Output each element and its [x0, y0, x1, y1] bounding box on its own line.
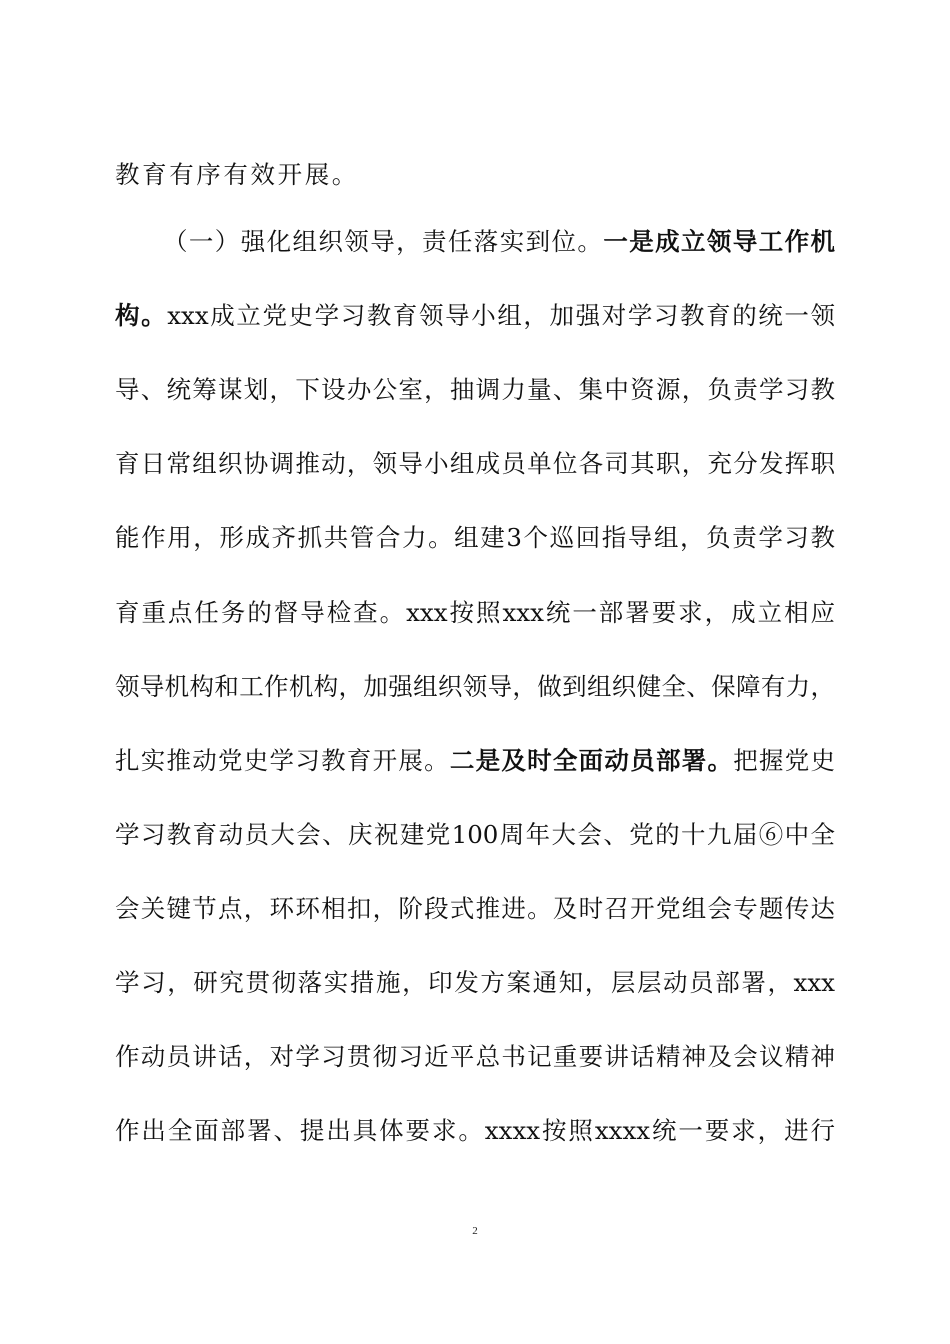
- text-line: [115, 1111, 835, 1151]
- text-segment: 教育有序有效开展。: [115, 160, 359, 189]
- text-line: [163, 222, 835, 262]
- text-line: [115, 593, 835, 633]
- text-line: [115, 155, 835, 195]
- text-line: [115, 963, 835, 1003]
- text-line: [115, 815, 835, 855]
- text-segment: 能作用，形成齐抓共管合力。组建3个巡回指导组，负责学习教: [115, 523, 835, 552]
- text-line: [115, 667, 835, 707]
- text-line: [115, 1037, 835, 1077]
- text-segment: （一）强化组织领导，责任落实到位。: [163, 227, 604, 256]
- bold-text-segment: 二是及时全面动员部署。: [449, 746, 734, 775]
- text-segment: xxx成立党史学习教育领导小组，加强对学习教育的统一领: [167, 301, 836, 330]
- text-segment: 把握党史: [733, 746, 836, 775]
- text-line: [115, 444, 835, 484]
- bold-text-segment: 一是成立领导工作机: [603, 227, 836, 256]
- text-segment: 作动员讲话，对学习贯彻习近平总书记重要讲话精神及会议精神: [115, 1042, 835, 1071]
- text-segment: 扎实推动党史学习教育开展。: [115, 746, 450, 775]
- text-line: [115, 889, 835, 929]
- text-line: [115, 296, 835, 336]
- text-segment: 作出全面部署、提出具体要求。xxxx按照xxxx统一要求，进行: [115, 1116, 835, 1145]
- text-segment: 会关键节点，环环相扣，阶段式推进。及时召开党组会专题传达: [115, 894, 835, 923]
- text-segment: 学习教育动员大会、庆祝建党100周年大会、党的十九届⑥中全: [115, 820, 835, 849]
- text-segment: 学习，研究贯彻落实措施，印发方案通知，层层动员部署，xxx: [115, 968, 835, 997]
- text-line: [115, 741, 835, 781]
- page-number: 2: [472, 1225, 478, 1237]
- text-segment: 领导机构和工作机构，加强组织领导，做到组织健全、保障有力，: [115, 672, 835, 701]
- text-line: [115, 370, 835, 410]
- text-segment: 育日常组织协调推动，领导小组成员单位各司其职，充分发挥职: [115, 449, 835, 478]
- bold-text-segment: 构。: [115, 301, 168, 330]
- text-line: [115, 518, 835, 558]
- text-segment: 育重点任务的督导检查。xxx按照xxx统一部署要求，成立相应: [115, 598, 835, 627]
- text-segment: 导、统筹谋划，下设办公室，抽调力量、集中资源，负责学习教: [115, 375, 835, 404]
